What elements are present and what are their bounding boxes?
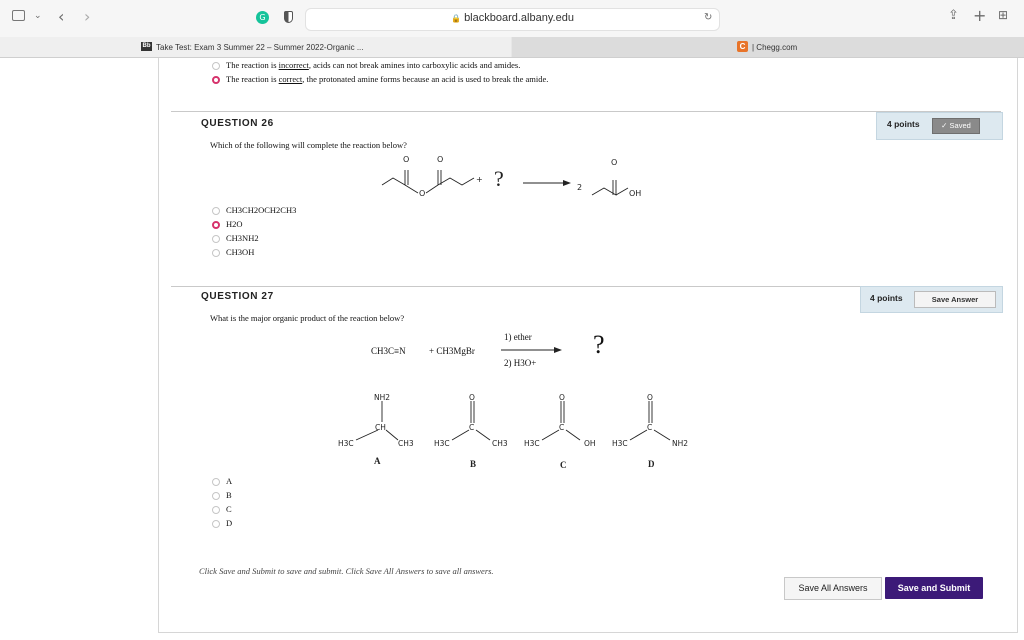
structure-b-top: O: [469, 393, 475, 402]
q27-option-b[interactable]: B: [212, 490, 232, 500]
structure-a-top: NH2: [374, 393, 391, 402]
radio-button[interactable]: [212, 520, 220, 528]
reaction-step-2: 2) H3O+: [504, 358, 537, 368]
q26-option-b[interactable]: H2O: [212, 219, 243, 229]
reagent-grignard: + CH3MgBr: [429, 346, 475, 356]
question-26-points-box: [876, 112, 1003, 140]
reaction-step-1: 1) ether: [504, 332, 532, 342]
structure-d-center: C: [647, 423, 653, 432]
q26-option-c[interactable]: CH3NH2: [212, 233, 259, 243]
scheme-plus: +: [476, 175, 483, 184]
question-27-prompt: What is the major organic product of the reaction below?: [210, 313, 405, 323]
chegg-favicon-icon: C: [737, 41, 748, 52]
prev-option-2[interactable]: The reaction is correct, the protonated amine forms because an acid is used to break the amide.: [212, 74, 548, 84]
structure-c-left: H3C: [524, 439, 540, 448]
submit-instructions: Click Save and Submit to save and submit. Click Save All Answers to save all answers.: [199, 566, 494, 576]
answer-structures: [330, 390, 710, 475]
structure-b-center: C: [469, 423, 475, 432]
tab-label: | Chegg.com: [752, 43, 798, 52]
structure-a-right: CH3: [398, 439, 414, 448]
lock-icon: 🔒: [451, 14, 461, 23]
scheme-oxygen-1: O: [403, 155, 410, 164]
scheme-hydroxyl: OH: [629, 189, 642, 198]
reload-icon[interactable]: ↻: [704, 12, 713, 23]
question-27-title: QUESTION 27: [201, 291, 274, 302]
chevron-down-icon[interactable]: ⌄: [34, 11, 42, 21]
question-27-points-box: [860, 286, 1003, 313]
share-icon[interactable]: ⇪: [948, 8, 959, 23]
back-icon[interactable]: ‹: [58, 7, 65, 26]
reaction-arrow-icon: [500, 346, 564, 354]
shield-icon[interactable]: [284, 11, 293, 23]
radio-button[interactable]: [212, 235, 220, 243]
structure-b-right: CH3: [492, 439, 508, 448]
q26-option-d[interactable]: CH3OH: [212, 247, 254, 257]
address-text: blackboard.albany.edu: [464, 12, 574, 24]
structure-a-center: CH: [375, 423, 386, 432]
saved-badge: ✓ Saved: [932, 118, 980, 134]
scheme-oxygen-2: O: [419, 189, 426, 198]
radio-button[interactable]: [212, 492, 220, 500]
save-all-answers-button[interactable]: Save All Answers: [784, 577, 882, 600]
blackboard-favicon-icon: Bb: [142, 43, 151, 49]
radio-button[interactable]: [212, 506, 220, 514]
grammarly-icon[interactable]: G: [256, 11, 269, 24]
tab-bar: [0, 37, 1024, 58]
radio-button-selected[interactable]: [212, 221, 220, 229]
tab-overview-icon[interactable]: ⊞: [998, 8, 1009, 22]
question-26-title: QUESTION 26: [201, 118, 274, 129]
tab-blackboard[interactable]: [0, 37, 511, 57]
structure-c-right: OH: [584, 439, 596, 448]
reactant-nitrile: CH3C≡N: [371, 346, 406, 356]
save-answer-button[interactable]: Save Answer: [914, 291, 996, 308]
structure-d-letter: D: [648, 459, 655, 469]
sidebar-toggle-icon[interactable]: [12, 10, 25, 21]
scheme-coefficient: 2: [577, 183, 583, 192]
structure-d-left: H3C: [612, 439, 628, 448]
tab-chegg[interactable]: [512, 37, 1024, 57]
structure-c-top: O: [559, 393, 565, 402]
address-bar[interactable]: [305, 8, 720, 31]
radio-button[interactable]: [212, 62, 220, 70]
structure-d-top: O: [647, 393, 653, 402]
question-26-prompt: Which of the following will complete the reaction below?: [210, 140, 407, 150]
radio-button[interactable]: [212, 207, 220, 215]
points-label: 4 points: [887, 119, 920, 129]
radio-button[interactable]: [212, 478, 220, 486]
structure-a-left: H3C: [338, 439, 354, 448]
scheme-unknown: ?: [494, 166, 504, 191]
prev-option-1[interactable]: The reaction is incorrect, acids can not break amines into carboxylic acids and amides.: [212, 60, 520, 70]
q27-option-c[interactable]: C: [212, 504, 232, 514]
radio-button-selected[interactable]: [212, 76, 220, 84]
points-label: 4 points: [870, 293, 903, 303]
reaction-unknown: ?: [593, 330, 605, 359]
question-26-reaction-scheme: [360, 150, 660, 206]
q26-option-a[interactable]: CH3CH2OCH2CH3: [212, 205, 296, 215]
radio-button[interactable]: [212, 249, 220, 257]
q27-option-a[interactable]: A: [212, 476, 232, 486]
forward-icon[interactable]: ›: [84, 7, 91, 26]
structure-c-center: C: [559, 423, 565, 432]
structure-b-left: H3C: [434, 439, 450, 448]
tab-label: Take Test: Exam 3 Summer 22 – Summer 2022-Organic ...: [156, 43, 364, 52]
structure-b-letter: B: [470, 459, 477, 469]
structure-a-letter: A: [374, 456, 381, 466]
structure-d-right: NH2: [672, 439, 689, 448]
scheme-oxygen-3: O: [437, 155, 444, 164]
save-and-submit-button[interactable]: Save and Submit: [885, 577, 983, 599]
new-tab-icon[interactable]: +: [973, 6, 987, 25]
structure-c-letter: C: [560, 460, 567, 470]
browser-toolbar: [0, 0, 1024, 37]
scheme-oxygen-4: O: [611, 158, 618, 167]
q27-option-d[interactable]: D: [212, 518, 232, 528]
